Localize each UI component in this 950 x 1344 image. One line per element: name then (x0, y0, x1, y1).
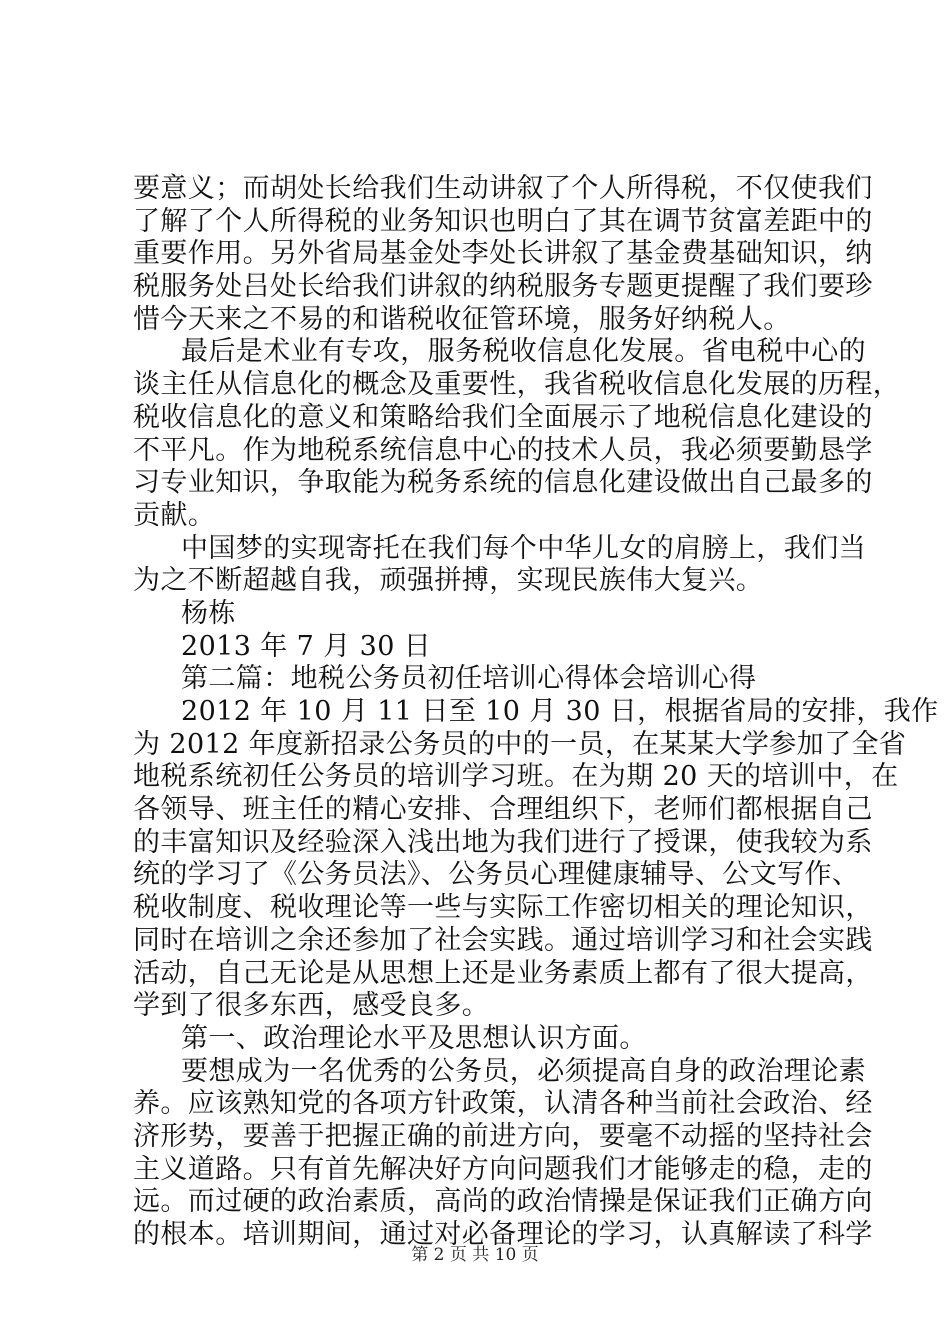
text-line: 不平凡。作为地税系统信息中心的技术人员，我必须要勤恳学 (133, 434, 873, 466)
text-line: 养。应该熟知党的各项方针政策，认清各种当前社会政治、经 (133, 1088, 873, 1120)
text-line: 贡献。 (133, 499, 216, 531)
text-line: 税收信息化的意义和策略给我们全面展示了地税信息化建设的 (133, 401, 873, 433)
text-line: 税服务处吕处长给我们讲叙的纳税服务专题更提醒了我们要珍 (133, 271, 873, 303)
text-line: 重要作用。另外省局基金处李处长讲叙了基金费基础知识，纳 (133, 238, 873, 270)
text-line: 活动，自己无论是从思想上还是业务素质上都有了很大提高， (133, 957, 873, 989)
text-line: 2012 年 10 月 11 日至 10 月 30 日，根据省局的安排，我作 (181, 696, 939, 727)
page-number: 第 2 页 共 10 页 (411, 1245, 539, 1265)
text-line: 为 2012 年度新招录公务员的中的一员，在某某大学参加了全省 (133, 728, 907, 760)
text-line: 地税系统初任公务员的培训学习班。在为期 20 天的培训中，在 (133, 761, 899, 793)
text-line: 税收制度、税收理论等一些与实际工作密切相关的理论知识， (133, 892, 873, 924)
text-line: 济形势，要善于把握正确的前进方向，要毫不动摇的坚持社会 (133, 1120, 873, 1152)
text-line: 2013 年 7 月 30 日 (181, 630, 432, 662)
page-footer (0, 1243, 950, 1267)
text-line: 的根本。培训期间，通过对必备理论的学习，认真解读了科学 (133, 1219, 873, 1250)
text-line: 各领导、班主任的精心安排、合理组织下，老师们都根据自己 (133, 794, 873, 826)
text-line: 杨栋 (181, 597, 236, 629)
text-line: 最后是术业有专攻，服务税收信息化发展。省电税中心的 (181, 336, 866, 368)
text-line: 要意义；而胡处长给我们生动讲叙了个人所得税，不仅使我们 (133, 173, 873, 204)
text-line: 中国梦的实现寄托在我们每个中华儿女的肩膀上，我们当 (181, 532, 866, 564)
text-line: 学到了很多东西，感受良多。 (133, 990, 490, 1022)
text-line: 要想成为一名优秀的公务员，必须提高自身的政治理论素 (181, 1055, 866, 1087)
text-line: 了解了个人所得税的业务知识也明白了其在调节贫富差距中的 (133, 205, 873, 237)
text-line: 惜今天来之不易的和谐税收征管环境，服务好纳税人。 (133, 303, 791, 335)
text-line: 的丰富知识及经验深入浅出地为我们进行了授课，使我较为系 (133, 826, 873, 858)
text-line: 为之不断超越自我，顽强拼搏，实现民族伟大复兴。 (133, 565, 764, 597)
text-line: 习专业知识，争取能为税务系统的信息化建设做出自己最多的 (133, 467, 873, 499)
text-line: 谈主任从信息化的概念及重要性，我省税收信息化发展的历程， (133, 369, 901, 401)
text-line: 第二篇：地税公务员初任培训心得体会培训心得 (181, 663, 757, 695)
text-line: 统的学习了《公务员法》、公务员心理健康辅导、公文写作、 (133, 859, 860, 891)
text-line: 同时在培训之余还参加了社会实践。通过培训学习和社会实践 (133, 924, 873, 956)
text-line: 远。而过硬的政治素质，高尚的政治情操是保证我们正确方向 (133, 1186, 873, 1218)
text-line: 第一、政治理论水平及思想认识方面。 (181, 1022, 647, 1054)
document-body (133, 173, 939, 1252)
text-line: 主义道路。只有首先解决好方向问题我们才能够走的稳，走的 (133, 1153, 873, 1185)
